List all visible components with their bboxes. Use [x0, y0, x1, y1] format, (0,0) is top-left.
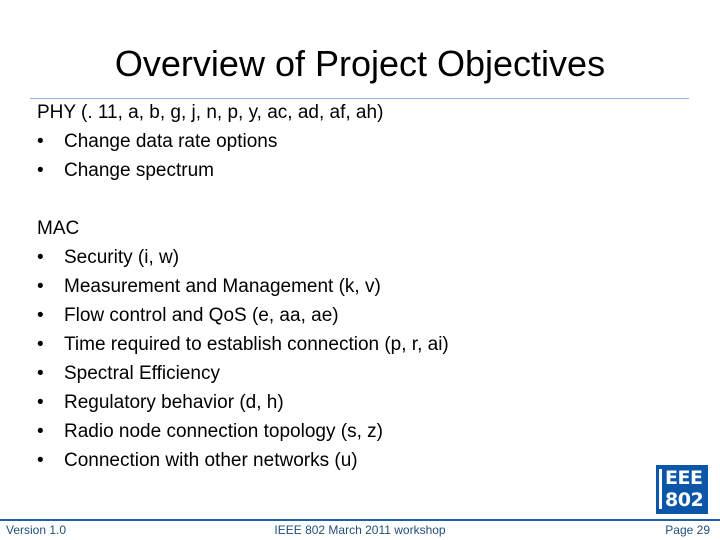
- phy-bullet-text: Change spectrum: [64, 160, 214, 181]
- mac-bullet-item: [37, 330, 449, 359]
- mac-bullet-text: Measurement and Management (k, v): [64, 276, 381, 297]
- mac-bullet-text: Spectral Efficiency: [64, 363, 220, 384]
- bullet-icon: •: [37, 276, 44, 297]
- footer-divider: [0, 519, 720, 521]
- mac-bullet-text: Connection with other networks (u): [64, 450, 358, 471]
- mac-bullet-text: Time required to establish connection (p, r, ai): [64, 334, 449, 355]
- bullet-icon: •: [37, 450, 44, 471]
- bullet-icon: •: [37, 334, 44, 355]
- mac-bullet-text: Regulatory behavior (d, h): [64, 392, 284, 413]
- slide-title: Overview of Project Objectives: [114, 43, 606, 84]
- bullet-icon: •: [37, 131, 44, 152]
- phy-bullet-item: [37, 156, 449, 185]
- mac-bullet-item: [37, 301, 449, 330]
- bullet-icon: •: [37, 247, 44, 268]
- mac-bullet-item: [37, 388, 449, 417]
- bullet-icon: •: [37, 392, 44, 413]
- footer-page-number: Page 29: [665, 523, 710, 537]
- logo-bar-icon: [659, 469, 662, 509]
- logo-text-bottom: 802: [665, 489, 704, 511]
- mac-bullet-item: [37, 359, 449, 388]
- phy-bullet-item: [37, 127, 449, 156]
- bullet-icon: •: [37, 305, 44, 326]
- mac-heading: MAC: [37, 218, 80, 239]
- logo-text-top: EEE: [665, 467, 703, 489]
- bullet-icon: •: [37, 421, 44, 442]
- footer-version: Version 1.0: [6, 523, 67, 537]
- ieee-802-logo: [656, 465, 708, 514]
- mac-bullet-item: [37, 417, 449, 446]
- mac-bullet-item: [37, 243, 449, 272]
- footer-event: IEEE 802 March 2011 workshop: [274, 523, 446, 537]
- mac-bullet-text: Flow control and QoS (e, aa, ae): [64, 305, 339, 326]
- mac-bullet-item: [37, 272, 449, 301]
- mac-bullet-item: [37, 446, 449, 475]
- slide-body: [37, 98, 449, 475]
- phy-bullet-text: Change data rate options: [64, 131, 278, 152]
- mac-bullet-text: Security (i, w): [64, 247, 180, 268]
- bullet-icon: •: [37, 363, 44, 384]
- phy-heading: PHY (. 11, a, b, g, j, n, p, y, ac, ad, af, ah): [37, 102, 384, 123]
- section-spacer: [37, 185, 449, 214]
- mac-bullet-text: Radio node connection topology (s, z): [64, 421, 383, 442]
- bullet-icon: •: [37, 160, 44, 181]
